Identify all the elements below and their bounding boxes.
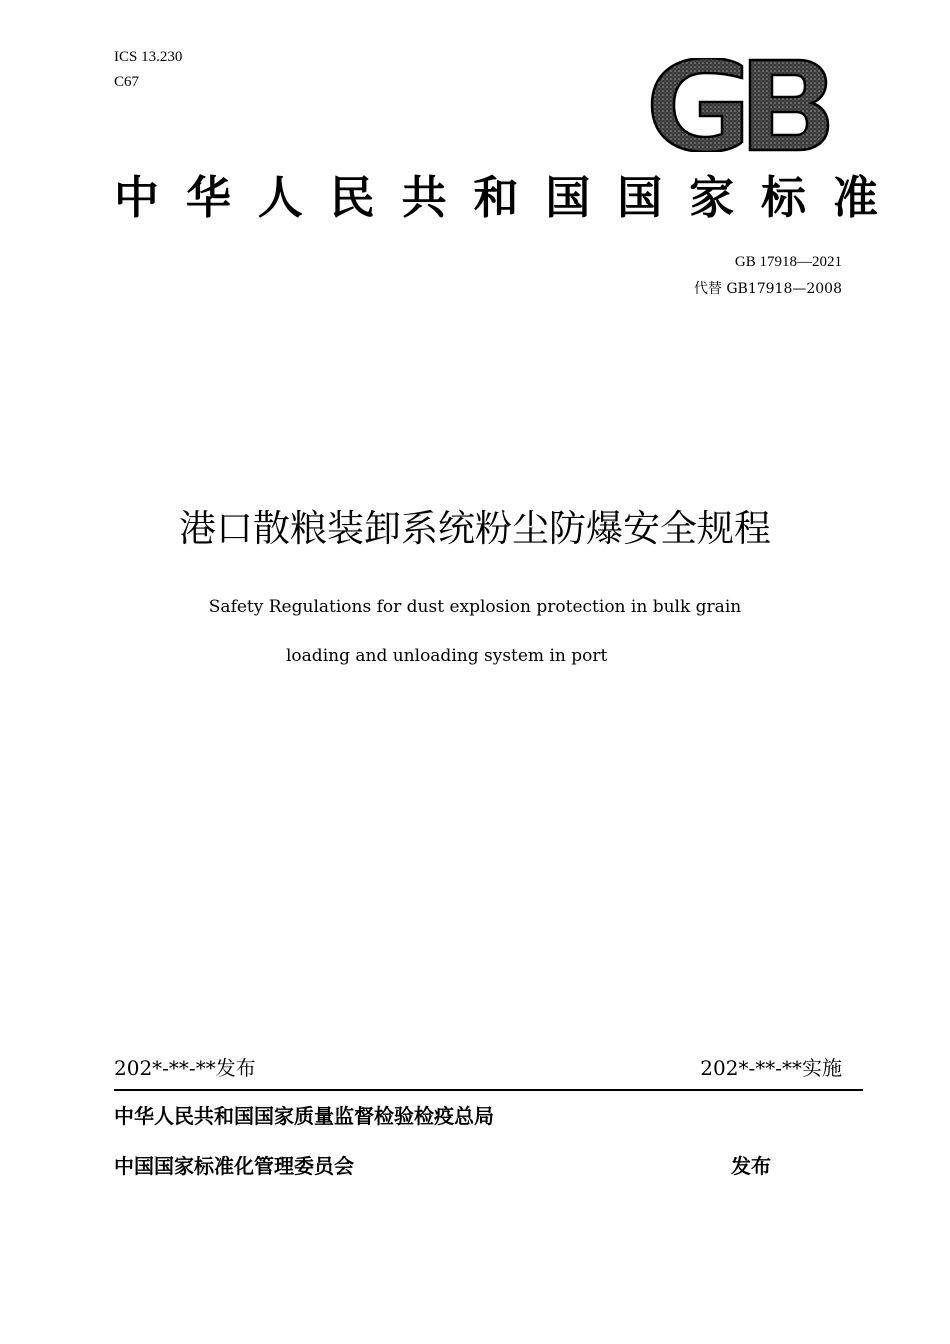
title-char: 国 [545, 171, 591, 224]
publisher-sac: 中国国家标准化管理委员会 [114, 1154, 354, 1178]
gb-logo [650, 58, 830, 152]
publisher-aqsiq: 中华人民共和国国家质量监督检验检疫总局 [114, 1104, 494, 1128]
implementation-date: 202*-**-**实施 [700, 1056, 842, 1080]
publish-label: 发布 [731, 1154, 771, 1178]
document-title: 港口散粮装卸系统粉尘防爆安全规程 [179, 507, 771, 550]
gb-logo-text: GB [650, 58, 652, 59]
issue-date: 202*-**-**发布 [114, 1056, 256, 1080]
title-char: 共 [401, 171, 447, 224]
title-char: 家 [689, 171, 735, 224]
replaces-standard: 代替 GB17918—2008 [693, 281, 842, 297]
title-char: 准 [832, 171, 878, 224]
title-char: 民 [329, 171, 375, 224]
title-char: 国 [617, 171, 663, 224]
english-title-line-2: loading and unloading system in port [286, 646, 608, 666]
english-title-line-1: Safety Regulations for dust explosion protection in bulk grain [208, 597, 742, 617]
title-char: 中 [114, 171, 160, 224]
title-char: 标 [761, 171, 807, 224]
title-char: 华 [185, 171, 231, 224]
title-char: 人 [257, 171, 303, 224]
divider-line [114, 1089, 863, 1091]
standard-number: GB 17918—2021 [734, 254, 842, 270]
standard-category-title [114, 170, 878, 226]
ccs-code: C67 [114, 74, 140, 90]
ics-code: ICS 13.230 [114, 49, 183, 65]
title-char: 和 [473, 171, 519, 224]
